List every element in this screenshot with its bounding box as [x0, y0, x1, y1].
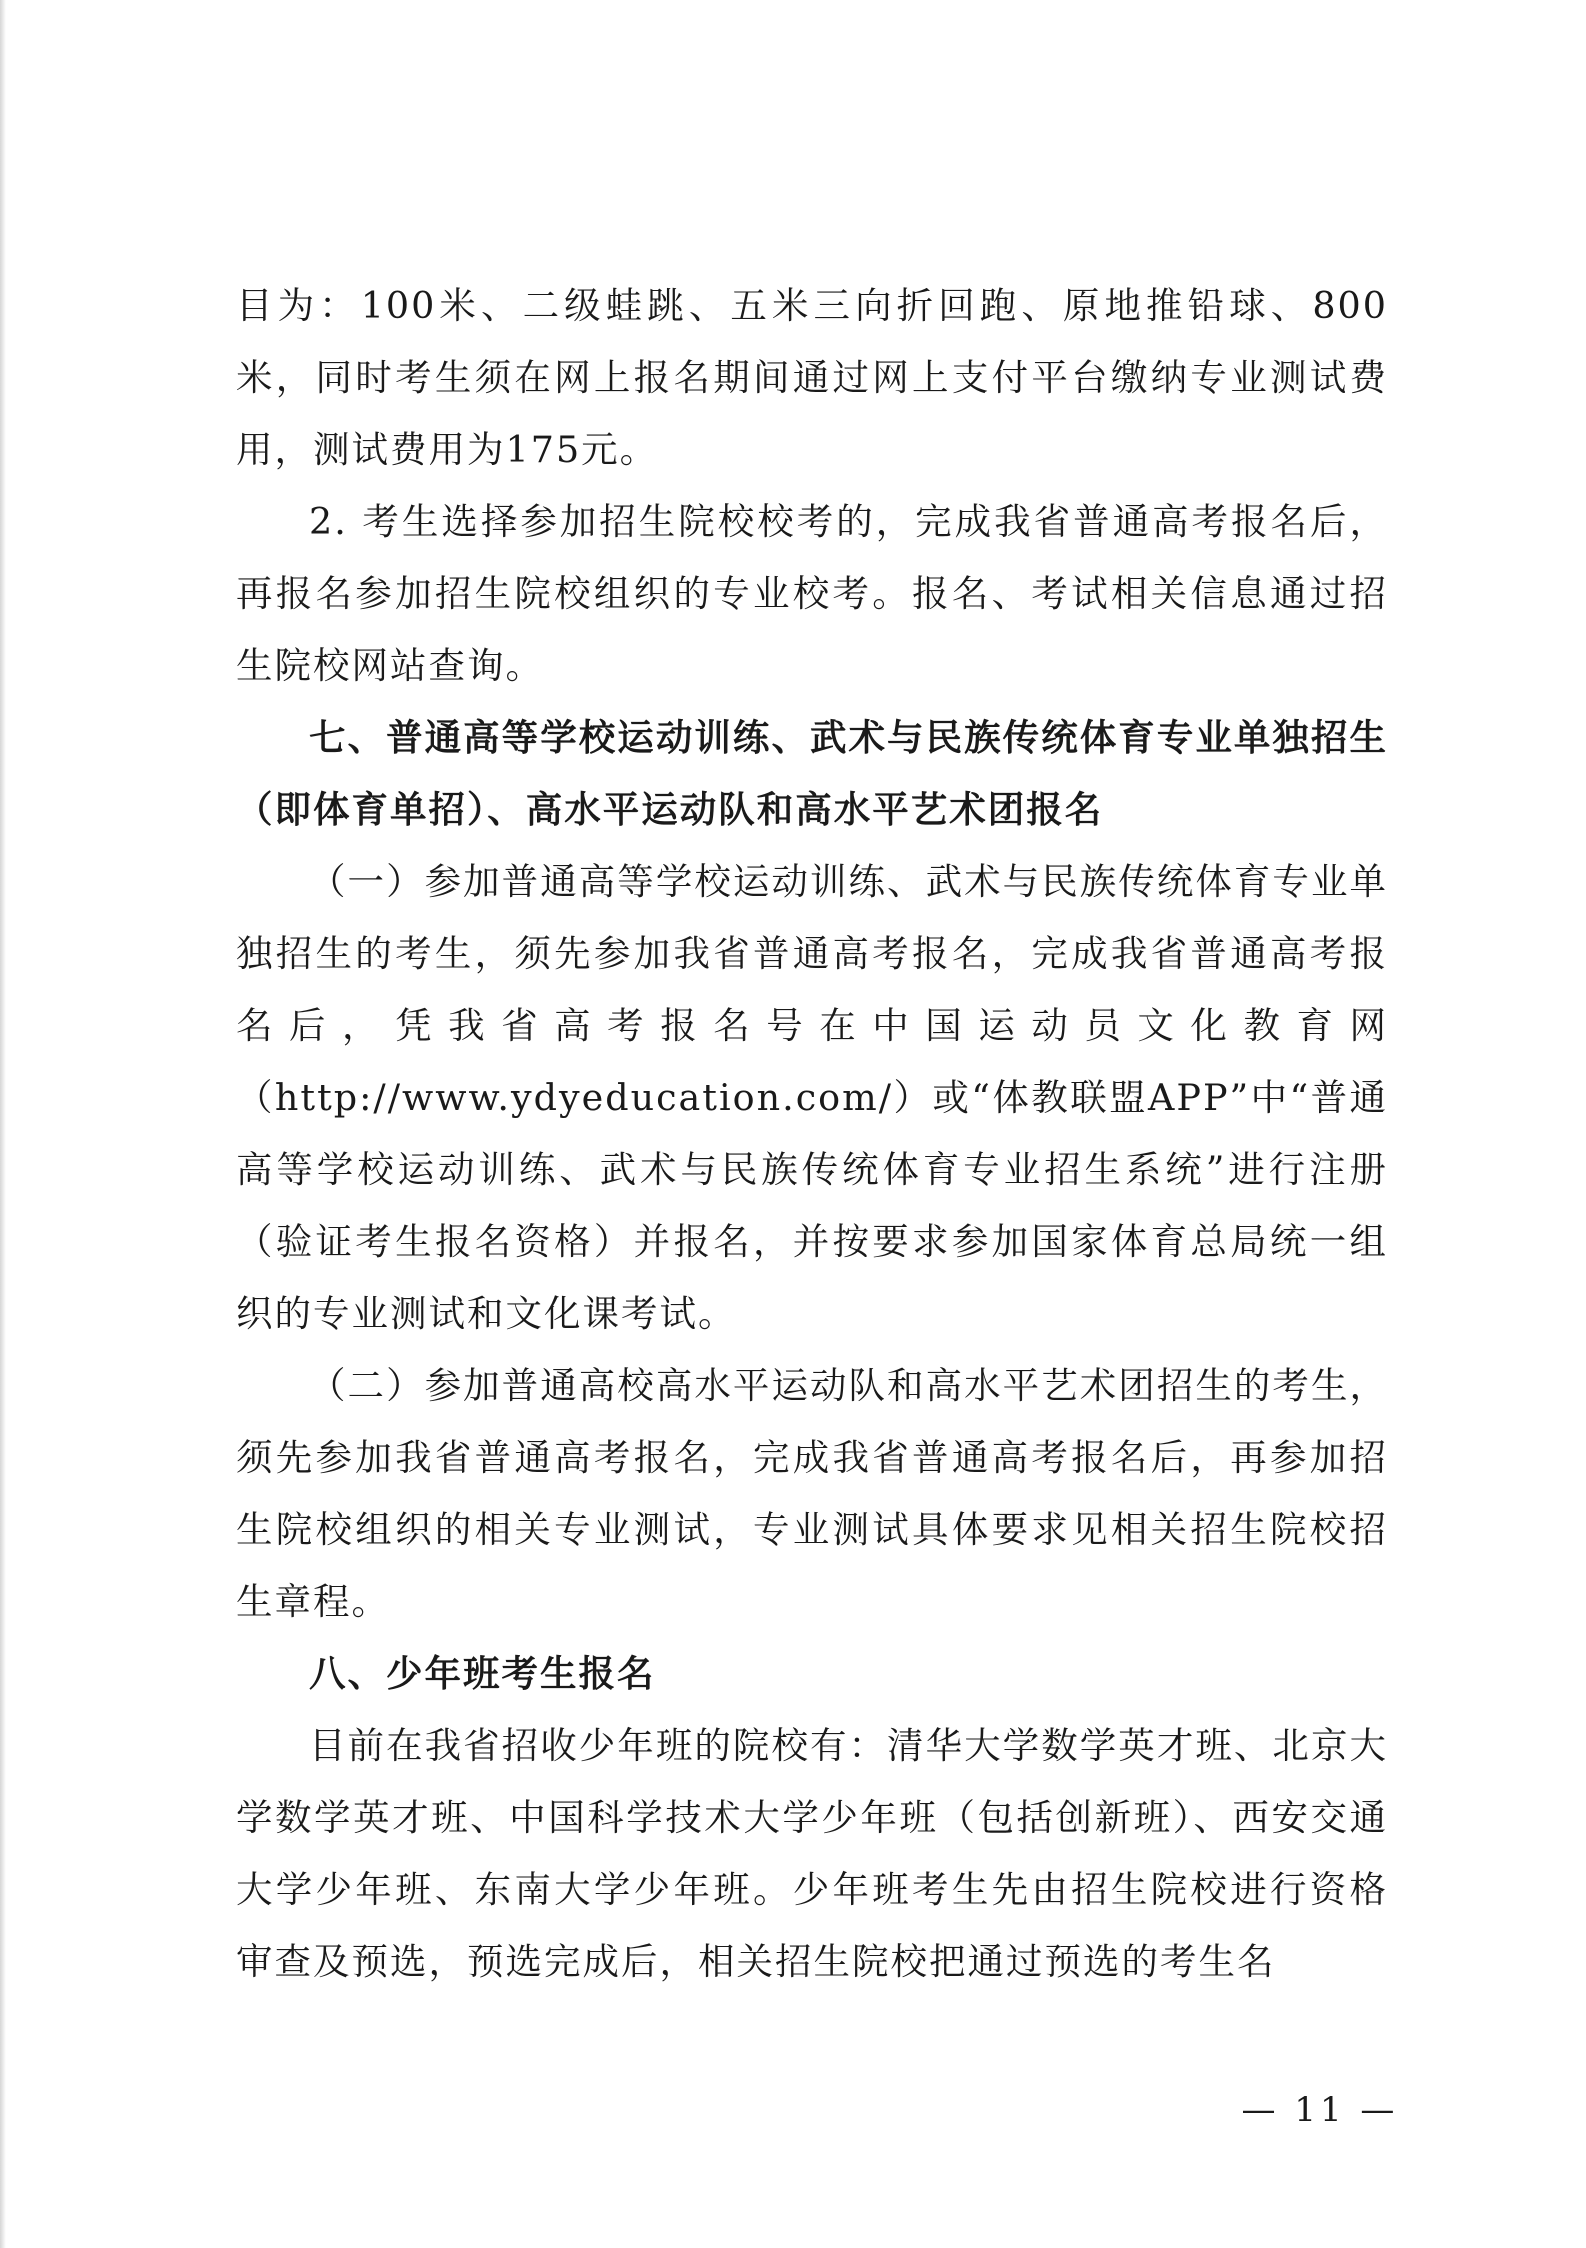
paragraph-school-exam: 2. 考生选择参加招生院校校考的，完成我省普通高考报名后，再报名参加招生院校组织的专业校考。报名、考试相关信息通过招生院校网站查询。: [236, 500, 1388, 687]
page-number: — 11 —: [1241, 2090, 1399, 2130]
paragraph-sports-single-admission: （一）参加普通高等学校运动训练、武术与民族传统体育专业单独招生的考生，须先参加我省普通高考报名，完成我省普通高考报名后，凭我省高考报名号在中国运动员文化教育网（http://www.ydyeducation.com/）或“体教联盟APP”中“普通高等学校运动训练、武术与民族传统体育专业招生系统”进行注册（验证考生报名资格）并报名，并按要求参加国家体育总局统一组织的专业测试和文化课考试。: [236, 860, 1388, 1335]
paragraph-fee-continuation: 目为：100米、二级蛙跳、五米三向折回跑、原地推铅球、800米，同时考生须在网上报名期间通过网上支付平台缴纳专业测试费用，测试费用为175元。: [236, 284, 1388, 471]
paragraph-high-level-teams: （二）参加普通高校高水平运动队和高水平艺术团招生的考生，须先参加我省普通高考报名，完成我省普通高考报名后，再参加招生院校组织的相关专业测试，专业测试具体要求见相关招生院校招生章程。: [236, 1364, 1388, 1623]
section-heading-sports-admission: 七、普通高等学校运动训练、武术与民族传统体育专业单独招生（即体育单招）、高水平运动队和高水平艺术团报名: [236, 716, 1388, 831]
section-heading-juvenile-class: 八、少年班考生报名: [309, 1652, 656, 1695]
document-body: [236, 270, 1388, 1998]
page-edge-shadow: [0, 0, 6, 2248]
paragraph-juvenile-class: 目前在我省招收少年班的院校有：清华大学数学英才班、北京大学数学英才班、中国科学技术大学少年班（包括创新班）、西安交通大学少年班、东南大学少年班。少年班考生先由招生院校进行资格审查及预选，预选完成后，相关招生院校把通过预选的考生名: [236, 1724, 1388, 1983]
